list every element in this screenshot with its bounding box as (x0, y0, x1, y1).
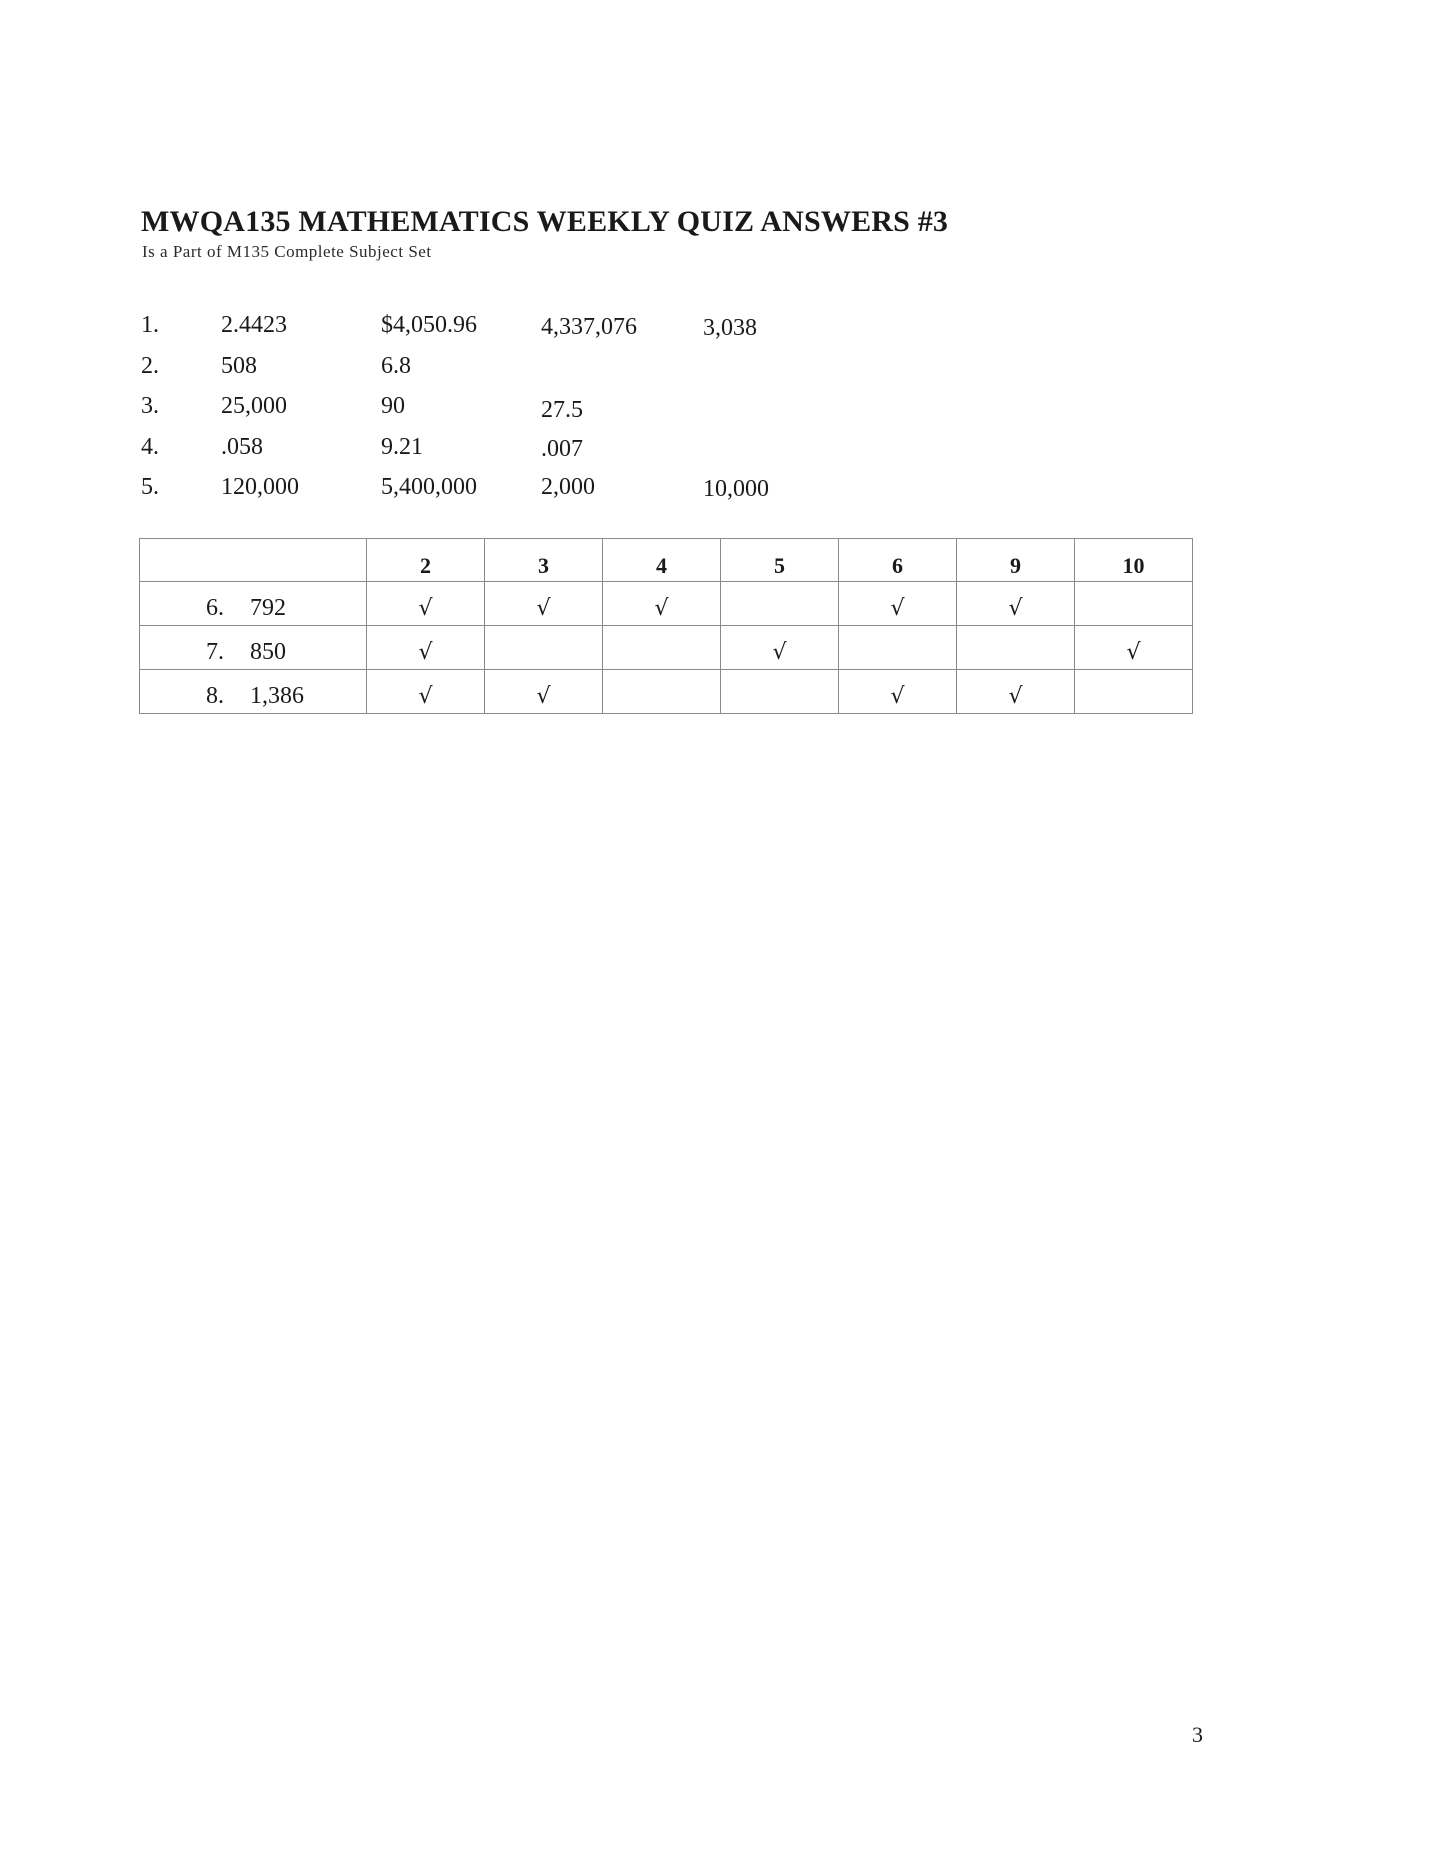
answer-number: 1. (141, 312, 159, 338)
check-mark-icon: √ (418, 684, 433, 709)
document-title: MWQA135 MATHEMATICS WEEKLY QUIZ ANSWERS #3 (141, 205, 949, 238)
table-header-divisor: 10 (1075, 539, 1193, 582)
answer-value: 120,000 (221, 474, 299, 500)
table-row (140, 582, 1193, 626)
check-cell (957, 670, 1075, 714)
answer-value: $4,050.96 (381, 312, 477, 338)
table-header-divisor: 6 (839, 539, 957, 582)
check-mark-icon: √ (536, 596, 551, 621)
divisibility-table (139, 538, 1193, 714)
check-mark-icon: √ (418, 640, 433, 665)
table-header-divisor: 9 (957, 539, 1075, 582)
check-cell (957, 582, 1075, 626)
table-header-row (140, 539, 1193, 582)
answer-value: 27.5 (541, 397, 583, 423)
check-mark-icon: √ (654, 596, 669, 621)
table-header-divisor: 5 (721, 539, 839, 582)
table-row (140, 626, 1193, 670)
check-mark-icon: √ (536, 684, 551, 709)
check-cell (1075, 626, 1193, 670)
check-cell (721, 582, 839, 626)
check-mark-icon: √ (772, 640, 787, 665)
check-mark-icon: √ (1126, 640, 1141, 665)
check-cell (485, 626, 603, 670)
check-cell (367, 670, 485, 714)
check-cell (367, 582, 485, 626)
answer-value: 2.4423 (221, 312, 287, 338)
answer-number: 4. (141, 433, 159, 460)
answer-number: 2. (141, 352, 159, 379)
check-mark-icon: √ (1008, 596, 1023, 621)
check-cell (603, 626, 721, 670)
table-header-divisor: 3 (485, 539, 603, 582)
check-cell (839, 626, 957, 670)
answer-value: 2,000 (541, 474, 595, 500)
page-number: 3 (1192, 1722, 1203, 1747)
table-header-divisor: 4 (603, 539, 721, 582)
row-value: 792 (250, 595, 286, 621)
check-cell (367, 626, 485, 670)
check-cell (485, 670, 603, 714)
check-cell (839, 582, 957, 626)
check-cell (721, 626, 839, 670)
check-mark-icon: √ (418, 596, 433, 621)
answer-number: 5. (141, 474, 159, 500)
check-cell (485, 582, 603, 626)
check-cell (721, 670, 839, 714)
document-subtitle: Is a Part of M135 Complete Subject Set (142, 242, 432, 261)
check-cell (957, 626, 1075, 670)
answer-value: 6.8 (381, 352, 411, 379)
answer-value: 3,038 (703, 315, 757, 341)
table-body (140, 582, 1193, 714)
row-label (140, 670, 367, 714)
row-number: 7. (206, 639, 224, 665)
answer-value: 10,000 (703, 476, 769, 502)
check-cell (1075, 582, 1193, 626)
answer-value: .058 (221, 433, 263, 460)
row-value: 1,386 (250, 683, 304, 709)
answer-number: 3. (141, 393, 159, 419)
answer-value: .007 (541, 435, 583, 462)
answer-value: 508 (221, 352, 257, 379)
check-mark-icon: √ (890, 596, 905, 621)
table-header-blank (140, 539, 367, 582)
answer-value: 5,400,000 (381, 474, 477, 500)
row-label (140, 582, 367, 626)
check-cell (603, 582, 721, 626)
row-label (140, 626, 367, 670)
check-cell (603, 670, 721, 714)
row-number: 6. (206, 595, 224, 621)
check-mark-icon: √ (1008, 684, 1023, 709)
row-number: 8. (206, 683, 224, 709)
check-cell (1075, 670, 1193, 714)
check-mark-icon: √ (890, 684, 905, 709)
answer-value: 4,337,076 (541, 314, 637, 340)
answer-value: 25,000 (221, 393, 287, 419)
table-row (140, 670, 1193, 714)
answer-value: 90 (381, 393, 405, 419)
row-value: 850 (250, 639, 286, 665)
answer-value: 9.21 (381, 433, 423, 460)
table-header-divisor: 2 (367, 539, 485, 582)
check-cell (839, 670, 957, 714)
